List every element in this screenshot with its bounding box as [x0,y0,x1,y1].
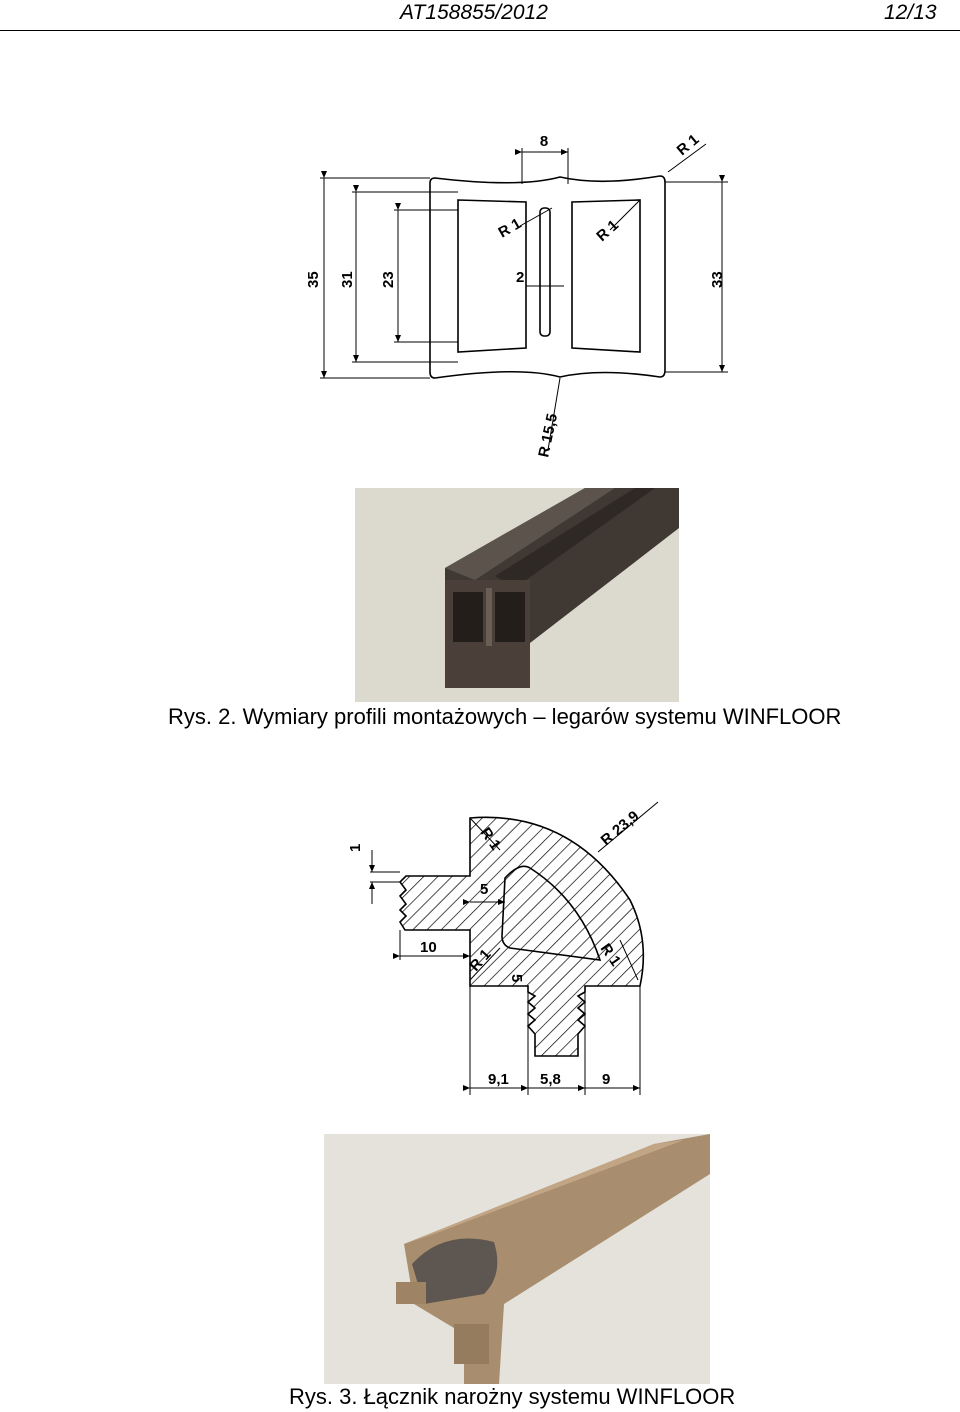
dim-height-total: 35 [305,271,322,288]
dim-wall-bottom: 5 [508,974,525,983]
header-rule [0,30,960,31]
dim-outer-radius: R 23,9 [597,807,643,850]
dim-left-tongue-length: 10 [420,939,437,956]
dim-slot-width: 2 [516,269,525,286]
connector-photo [324,1134,710,1384]
dim-left-tooth-height: 1 [347,843,364,852]
dim-bottom-right: 9 [602,1071,611,1088]
dim-height-right: 33 [709,271,726,288]
document-number: AT158855/2012 [400,1,548,24]
dim-bottom-left: 9,1 [488,1071,509,1088]
profile-outline [430,176,665,378]
profile-photo [355,488,679,702]
dim-top-width: 8 [539,133,549,150]
dim-top-radius-small: R 1 [476,824,505,854]
dim-height-outer: 31 [339,271,356,288]
dim-wall-top: 5 [480,881,489,898]
dim-top-right-radius: R 1 [673,131,703,160]
dim-inner-left-radius: R 1 [495,215,525,242]
center-slot [540,208,550,336]
dim-inner-radius-left: R 1 [466,945,495,975]
dim-bottom-middle: 5,8 [540,1071,561,1088]
figure2-drawing [290,120,730,470]
dim-inner-radius-right: R 1 [596,940,625,970]
figure2-caption: Rys. 2. Wymiary profili montażowych – legarów systemu WINFLOOR [168,704,842,729]
dim-inner-right-radius: R 1 [593,216,623,245]
dim-height-inner: 23 [380,271,397,288]
figure3-drawing [340,790,670,1100]
connector-section [400,817,643,1056]
dim-bottom-radius: R 15,5 [535,412,562,459]
page-number: 12/13 [884,1,937,24]
figure3-caption: Rys. 3. Łącznik narożny systemu WINFLOOR [289,1384,736,1409]
page-header [0,0,960,34]
